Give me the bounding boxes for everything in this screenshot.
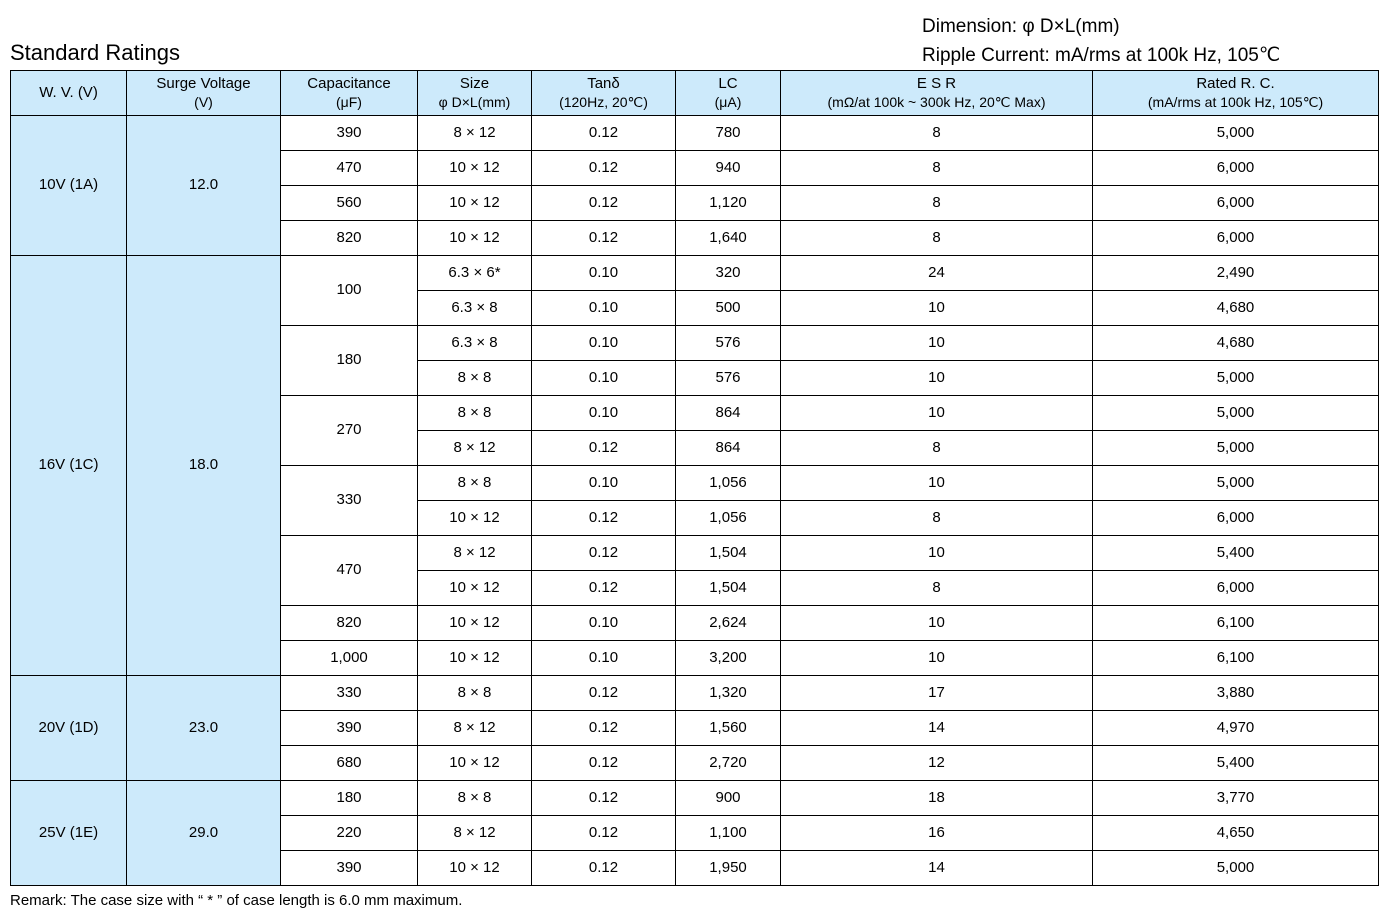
column-header-rated-rc-sub: (mA/rms at 100k Hz, 105℃) [1147, 93, 1324, 110]
cell-capacitance: 220 [281, 816, 418, 851]
header-row [11, 71, 1379, 116]
column-header-lc-main: LC [718, 74, 738, 92]
cell-capacitance: 330 [281, 676, 418, 711]
cell-esr: 16 [781, 816, 1093, 851]
cell-tand: 0.12 [532, 816, 676, 851]
cell-tand: 0.12 [532, 746, 676, 781]
cell-rated-rc: 5,000 [1093, 361, 1379, 396]
cell-surge-voltage: 29.0 [127, 781, 281, 886]
cell-esr: 10 [781, 361, 1093, 396]
cell-size: 6.3 × 6* [418, 256, 532, 291]
cell-tand: 0.12 [532, 851, 676, 886]
cell-esr: 10 [781, 396, 1093, 431]
cell-esr: 10 [781, 536, 1093, 571]
column-header-tand [532, 71, 676, 116]
cell-working-voltage: 25V (1E) [11, 781, 127, 886]
cell-lc: 864 [676, 431, 781, 466]
cell-rated-rc: 5,000 [1093, 851, 1379, 886]
cell-esr: 24 [781, 256, 1093, 291]
cell-size: 8 × 8 [418, 361, 532, 396]
cell-size: 6.3 × 8 [418, 291, 532, 326]
cell-size: 10 × 12 [418, 501, 532, 536]
cell-rated-rc: 5,400 [1093, 536, 1379, 571]
cell-size: 10 × 12 [418, 221, 532, 256]
column-header-wv [11, 71, 127, 116]
cell-lc: 1,320 [676, 676, 781, 711]
cell-esr: 8 [781, 186, 1093, 221]
cell-tand: 0.12 [532, 571, 676, 606]
cell-lc: 1,504 [676, 536, 781, 571]
cell-esr: 10 [781, 606, 1093, 641]
cell-capacitance: 390 [281, 711, 418, 746]
cell-lc: 320 [676, 256, 781, 291]
cell-lc: 1,950 [676, 851, 781, 886]
cell-size: 10 × 12 [418, 186, 532, 221]
column-header-size-main: Size [459, 74, 490, 92]
cell-rated-rc: 3,880 [1093, 676, 1379, 711]
column-header-rated-rc [1093, 71, 1379, 116]
cell-tand: 0.12 [532, 151, 676, 186]
cell-rated-rc: 6,000 [1093, 186, 1379, 221]
cell-tand: 0.12 [532, 186, 676, 221]
cell-size: 8 × 8 [418, 781, 532, 816]
cell-size: 10 × 12 [418, 571, 532, 606]
column-header-surge [127, 71, 281, 116]
cell-tand: 0.12 [532, 501, 676, 536]
cell-tand: 0.12 [532, 676, 676, 711]
cell-working-voltage: 20V (1D) [11, 676, 127, 781]
cell-surge-voltage: 12.0 [127, 116, 281, 256]
cell-lc: 2,624 [676, 606, 781, 641]
cell-rated-rc: 6,100 [1093, 606, 1379, 641]
cell-size: 10 × 12 [418, 641, 532, 676]
table-header [11, 71, 1379, 116]
cell-lc: 576 [676, 326, 781, 361]
cell-size: 10 × 12 [418, 746, 532, 781]
cell-lc: 1,504 [676, 571, 781, 606]
cell-esr: 8 [781, 431, 1093, 466]
column-header-capacitance-sub: (μF) [336, 93, 362, 110]
cell-esr: 10 [781, 466, 1093, 501]
cell-tand: 0.10 [532, 606, 676, 641]
cell-size: 8 × 12 [418, 116, 532, 151]
cell-working-voltage: 16V (1C) [11, 256, 127, 676]
cell-capacitance: 330 [281, 466, 418, 536]
table-row [11, 676, 1379, 711]
cell-rated-rc: 5,400 [1093, 746, 1379, 781]
cell-esr: 10 [781, 326, 1093, 361]
cell-esr: 10 [781, 641, 1093, 676]
column-header-lc-sub: (μA) [714, 93, 742, 110]
cell-tand: 0.10 [532, 396, 676, 431]
cell-rated-rc: 6,100 [1093, 641, 1379, 676]
column-header-lc [676, 71, 781, 116]
cell-tand: 0.10 [532, 256, 676, 291]
cell-lc: 500 [676, 291, 781, 326]
cell-capacitance: 470 [281, 536, 418, 606]
cell-capacitance: 560 [281, 186, 418, 221]
column-header-surge-main: Surge Voltage [156, 74, 251, 92]
column-header-esr-sub: (mΩ/at 100k ~ 300k Hz, 20℃ Max) [827, 93, 1046, 110]
cell-lc: 780 [676, 116, 781, 151]
cell-capacitance: 470 [281, 151, 418, 186]
cell-lc: 1,056 [676, 466, 781, 501]
cell-esr: 10 [781, 291, 1093, 326]
cell-esr: 18 [781, 781, 1093, 816]
column-header-rated-rc-main: Rated R. C. [1196, 74, 1275, 92]
cell-rated-rc: 5,000 [1093, 116, 1379, 151]
cell-tand: 0.12 [532, 431, 676, 466]
page-header [10, 8, 1378, 70]
cell-tand: 0.10 [532, 641, 676, 676]
cell-tand: 0.12 [532, 781, 676, 816]
column-header-capacitance [281, 71, 418, 116]
cell-tand: 0.10 [532, 291, 676, 326]
column-header-tand-sub: (120Hz, 20℃) [559, 93, 648, 110]
cell-size: 10 × 12 [418, 151, 532, 186]
cell-size: 8 × 12 [418, 816, 532, 851]
cell-size: 8 × 8 [418, 676, 532, 711]
cell-tand: 0.10 [532, 466, 676, 501]
column-header-wv-main: W. V. (V) [39, 83, 98, 101]
cell-rated-rc: 3,770 [1093, 781, 1379, 816]
cell-esr: 8 [781, 221, 1093, 256]
cell-lc: 1,560 [676, 711, 781, 746]
cell-esr: 14 [781, 851, 1093, 886]
cell-surge-voltage: 23.0 [127, 676, 281, 781]
cell-size: 10 × 12 [418, 606, 532, 641]
cell-lc: 1,100 [676, 816, 781, 851]
cell-rated-rc: 4,970 [1093, 711, 1379, 746]
standard-ratings-table [10, 70, 1379, 886]
table-body [11, 116, 1379, 886]
cell-rated-rc: 6,000 [1093, 221, 1379, 256]
cell-lc: 1,120 [676, 186, 781, 221]
cell-rated-rc: 6,000 [1093, 151, 1379, 186]
cell-esr: 8 [781, 571, 1093, 606]
cell-lc: 576 [676, 361, 781, 396]
cell-capacitance: 180 [281, 326, 418, 396]
table-row [11, 116, 1379, 151]
cell-tand: 0.12 [532, 116, 676, 151]
column-header-size [418, 71, 532, 116]
cell-rated-rc: 4,680 [1093, 291, 1379, 326]
cell-capacitance: 680 [281, 746, 418, 781]
column-header-esr-main: E S R [916, 74, 957, 92]
cell-esr: 8 [781, 501, 1093, 536]
cell-tand: 0.12 [532, 536, 676, 571]
column-header-capacitance-main: Capacitance [307, 74, 391, 92]
cell-rated-rc: 5,000 [1093, 396, 1379, 431]
cell-size: 6.3 × 8 [418, 326, 532, 361]
cell-surge-voltage: 18.0 [127, 256, 281, 676]
cell-tand: 0.12 [532, 221, 676, 256]
cell-lc: 2,720 [676, 746, 781, 781]
cell-lc: 1,640 [676, 221, 781, 256]
column-header-tand-main: Tanδ [587, 74, 620, 92]
cell-rated-rc: 6,000 [1093, 571, 1379, 606]
cell-capacitance: 820 [281, 606, 418, 641]
cell-size: 8 × 12 [418, 431, 532, 466]
cell-lc: 3,200 [676, 641, 781, 676]
column-header-esr [781, 71, 1093, 116]
cell-capacitance: 100 [281, 256, 418, 326]
cell-capacitance: 390 [281, 116, 418, 151]
cell-lc: 864 [676, 396, 781, 431]
cell-capacitance: 390 [281, 851, 418, 886]
cell-rated-rc: 2,490 [1093, 256, 1379, 291]
table-row [11, 781, 1379, 816]
cell-rated-rc: 5,000 [1093, 431, 1379, 466]
dimension-note: Dimension: φ D×L(mm) [922, 16, 1120, 37]
cell-capacitance: 270 [281, 396, 418, 466]
cell-capacitance: 180 [281, 781, 418, 816]
cell-rated-rc: 5,000 [1093, 466, 1379, 501]
cell-size: 8 × 12 [418, 536, 532, 571]
ripple-current-note: Ripple Current: mA/rms at 100k Hz, 105℃ [922, 45, 1281, 66]
cell-size: 8 × 8 [418, 466, 532, 501]
cell-esr: 8 [781, 116, 1093, 151]
cell-esr: 14 [781, 711, 1093, 746]
cell-esr: 12 [781, 746, 1093, 781]
page-title: Standard Ratings [10, 40, 180, 65]
cell-tand: 0.10 [532, 361, 676, 396]
cell-esr: 8 [781, 151, 1093, 186]
cell-esr: 17 [781, 676, 1093, 711]
column-header-surge-sub: (V) [194, 93, 213, 110]
cell-size: 8 × 8 [418, 396, 532, 431]
cell-tand: 0.12 [532, 711, 676, 746]
cell-tand: 0.10 [532, 326, 676, 361]
cell-rated-rc: 6,000 [1093, 501, 1379, 536]
cell-size: 10 × 12 [418, 851, 532, 886]
cell-lc: 940 [676, 151, 781, 186]
column-header-size-sub: φ D×L(mm) [438, 93, 511, 110]
cell-capacitance: 1,000 [281, 641, 418, 676]
cell-rated-rc: 4,650 [1093, 816, 1379, 851]
remark-note: Remark: The case size with “ * ” of case length is 6.0 mm maximum. [10, 892, 463, 909]
table-row [11, 256, 1379, 291]
cell-lc: 1,056 [676, 501, 781, 536]
cell-lc: 900 [676, 781, 781, 816]
cell-capacitance: 820 [281, 221, 418, 256]
cell-size: 8 × 12 [418, 711, 532, 746]
cell-working-voltage: 10V (1A) [11, 116, 127, 256]
cell-rated-rc: 4,680 [1093, 326, 1379, 361]
